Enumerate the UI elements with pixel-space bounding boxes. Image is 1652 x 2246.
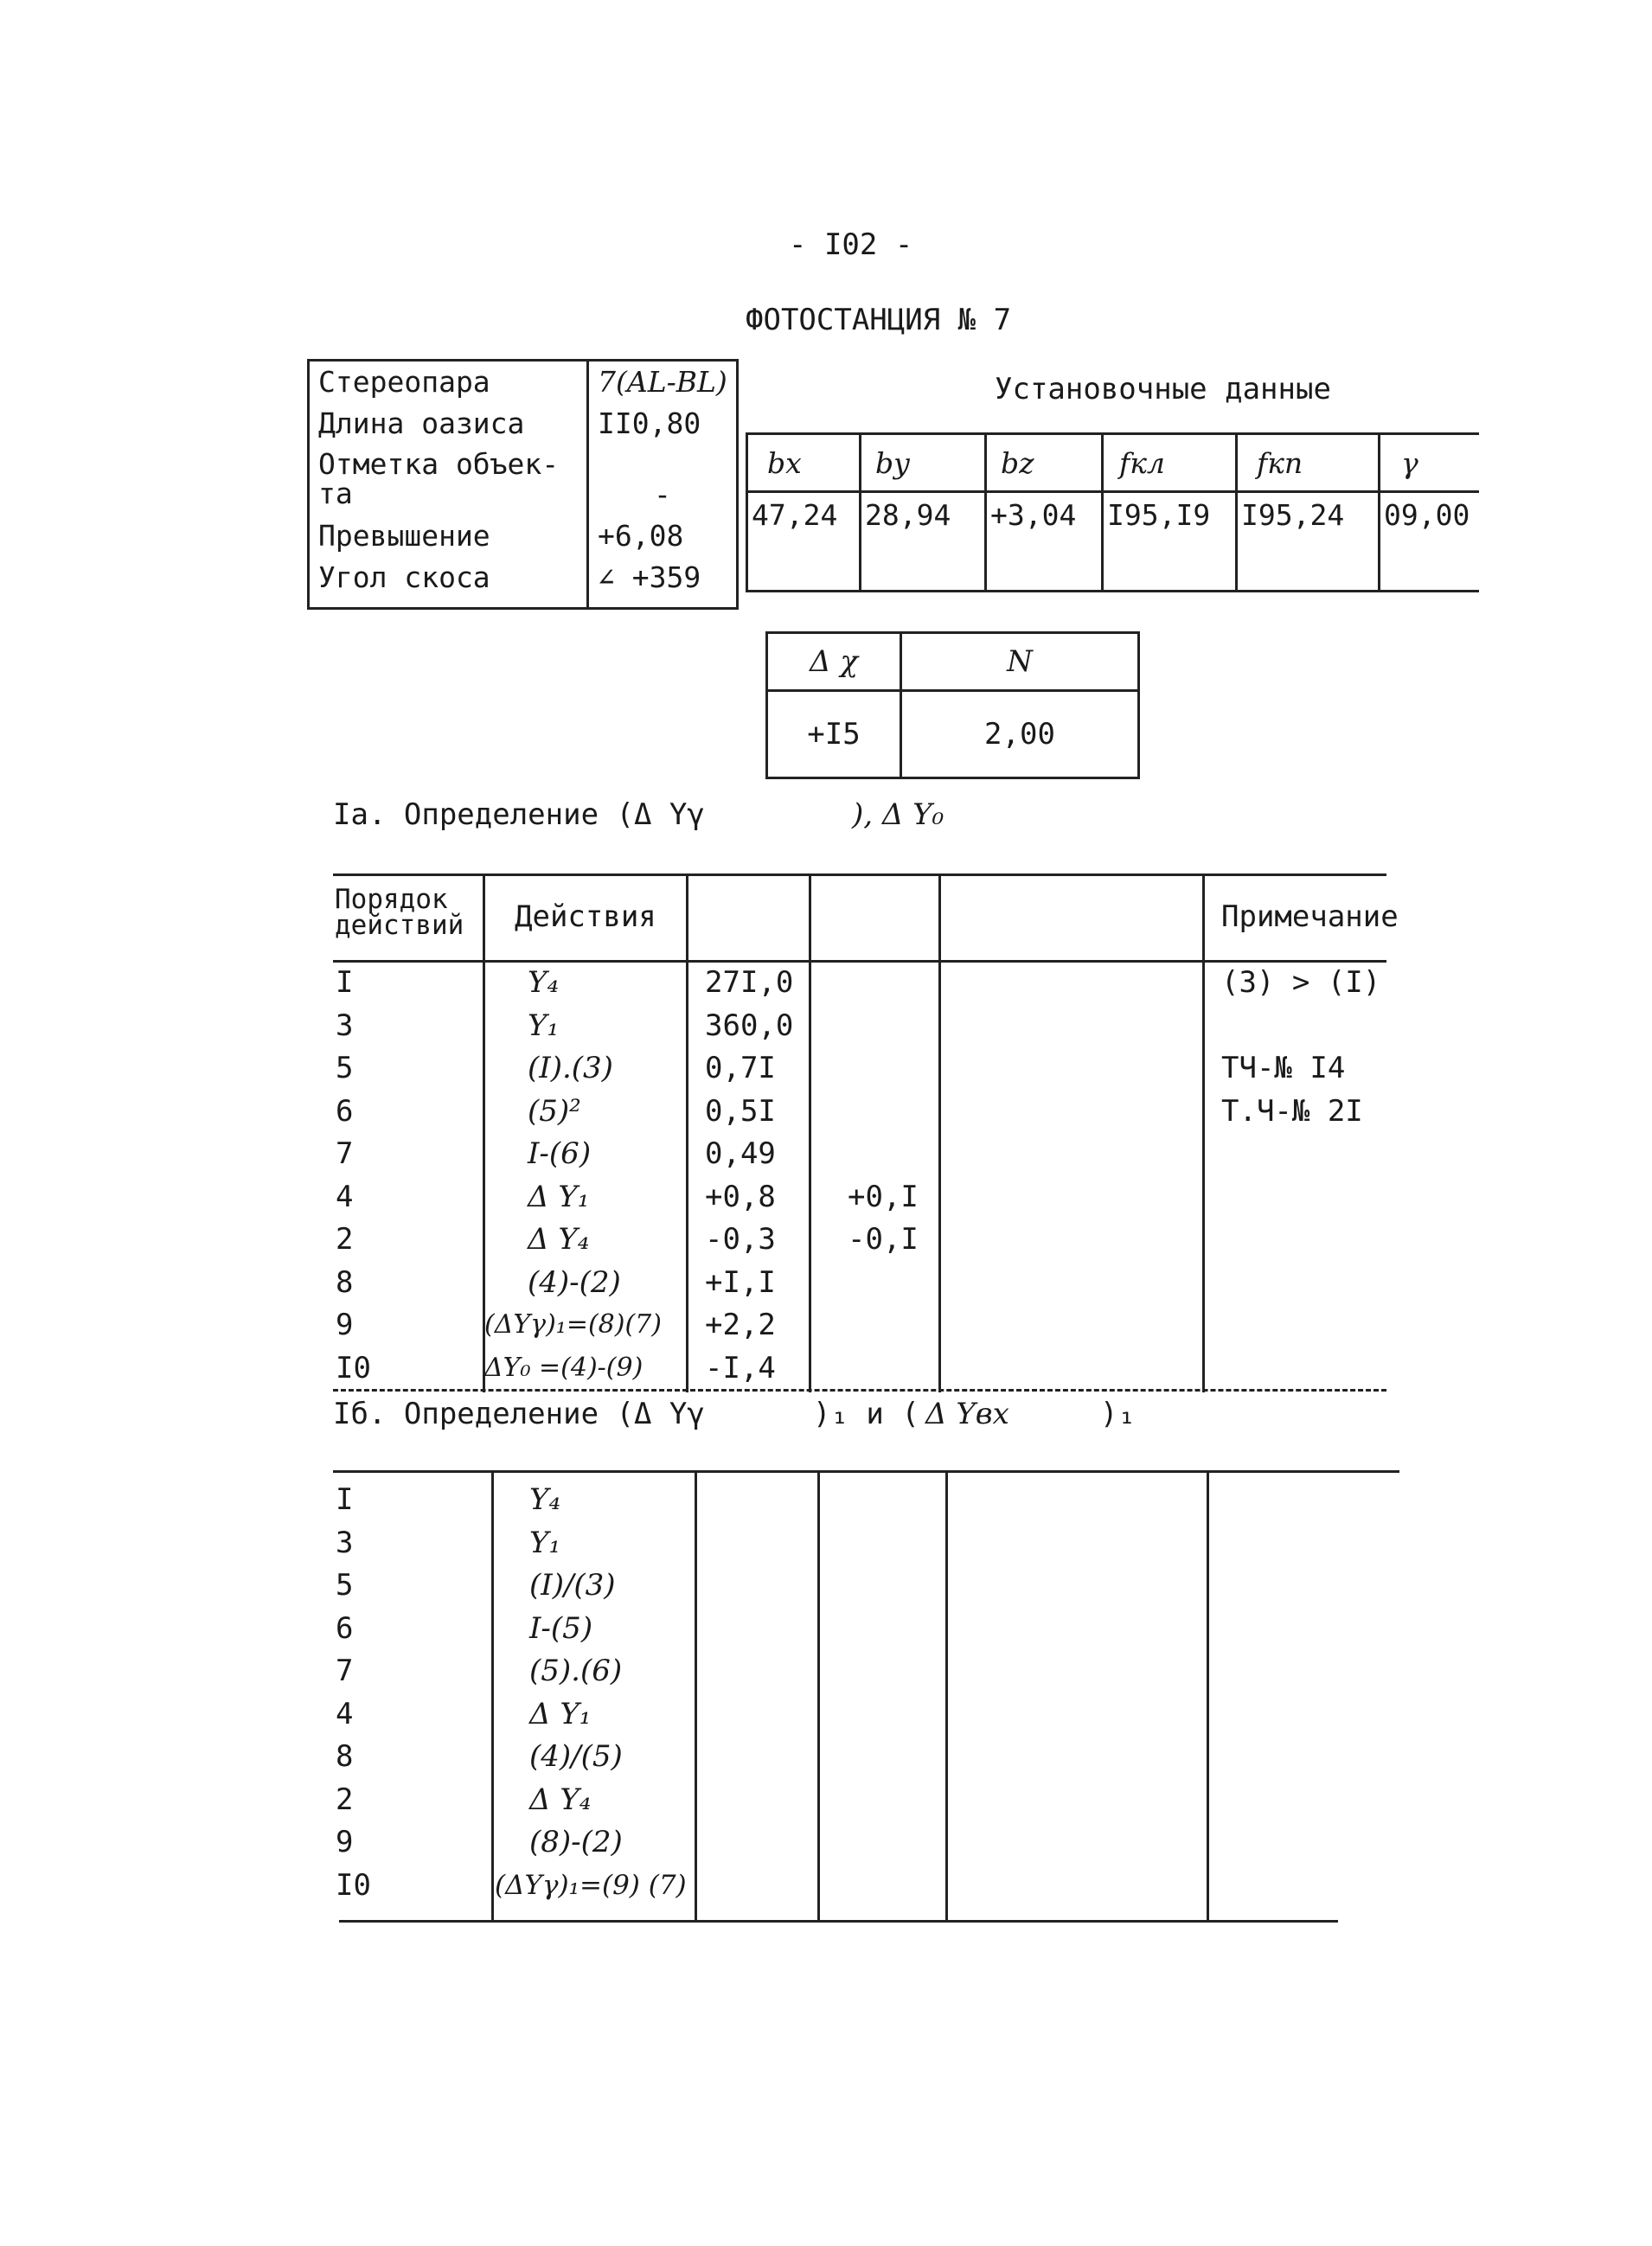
page-title: ФОТОСТАНЦИЯ № 7: [746, 303, 1012, 337]
row-order-number: 4: [336, 1696, 354, 1731]
row-action: (ΔYγ)₁=(8)(7): [484, 1309, 662, 1340]
row-note: Т.Ч-№ 2I: [1221, 1093, 1363, 1129]
page-number: - I02 -: [789, 227, 913, 262]
info-value: -: [653, 477, 671, 511]
column-divider: [491, 1472, 494, 1922]
info-row: [309, 445, 738, 515]
column-divider: [1207, 1472, 1209, 1922]
row-order-number: 4: [336, 1179, 354, 1214]
section-1b-heading-tail: )₁: [1100, 1397, 1136, 1431]
info-value: ∠ +359: [598, 560, 701, 594]
section-1a-heading-tail: ), Δ Y₀: [852, 797, 944, 832]
row-action: (I)/(3): [529, 1568, 616, 1603]
settings-header: by: [861, 434, 986, 492]
row-action: (4)-(2): [528, 1264, 621, 1300]
column-header-note: Примечание: [1221, 899, 1399, 934]
column-divider: [1202, 873, 1205, 1392]
row-order-number: 6: [336, 1093, 354, 1129]
row-value: +0,8: [705, 1179, 776, 1214]
settings-value: +3,04: [986, 492, 1103, 547]
section-1b-heading-var: Δ Yвх: [925, 1397, 1009, 1431]
row-action: Y₁: [529, 1525, 561, 1560]
row-value: +2,2: [705, 1308, 776, 1342]
info-value: II0,80: [598, 406, 701, 440]
settings-title: Установочные данные: [995, 372, 1331, 406]
row-order-number: 8: [336, 1739, 354, 1774]
row-order-number: 7: [336, 1654, 354, 1688]
column-divider: [695, 1472, 697, 1922]
row-order-number: 5: [336, 1568, 354, 1603]
row-order-number: 9: [336, 1825, 354, 1859]
row-action: (I).(3): [528, 1051, 613, 1085]
column-divider: [945, 1472, 948, 1922]
column-divider: [817, 1472, 820, 1922]
row-value-2: -0,I: [848, 1222, 919, 1257]
settings-header: γ: [1380, 434, 1480, 492]
row-action: Y₁: [528, 1008, 560, 1043]
row-order-number: 5: [336, 1051, 354, 1085]
info-row: [309, 515, 738, 557]
settings-value: I95,24: [1237, 492, 1380, 547]
row-action: I-(5): [529, 1610, 593, 1646]
info-row: [309, 557, 738, 609]
row-order-number: 3: [336, 1525, 354, 1560]
table-top-rule: [333, 873, 1386, 876]
settings-header: fкл: [1103, 434, 1237, 492]
delta-header: Δ χ: [767, 633, 901, 691]
settings-header-row: [747, 434, 1480, 492]
row-order-number: I0: [336, 1350, 371, 1385]
row-action: Y₄: [528, 965, 560, 1000]
row-order-number: 9: [336, 1308, 354, 1342]
row-value: 360,0: [705, 1008, 794, 1043]
info-label: Отметка объек- та: [309, 445, 588, 515]
stereopair-info-table: [307, 359, 739, 610]
row-value: -0,3: [705, 1222, 776, 1257]
row-order-number: 2: [336, 1782, 354, 1817]
delta-value-row: [767, 691, 1139, 778]
table-bottom-rule: [339, 1920, 1338, 1923]
row-action: ΔY₀ =(4)-(9): [484, 1352, 644, 1383]
row-action: (5)²: [528, 1093, 581, 1129]
row-order-number: 7: [336, 1136, 354, 1171]
row-action: (ΔYγ)₁=(9) (7): [495, 1869, 687, 1901]
column-header-actions: Действия: [515, 899, 656, 934]
settings-value: 28,94: [861, 492, 986, 547]
info-label: Превышение: [309, 515, 588, 557]
row-action: (5).(6): [529, 1654, 623, 1688]
info-value: +6,08: [598, 519, 684, 553]
column-divider: [809, 873, 811, 1392]
row-value: 0,49: [705, 1136, 776, 1171]
row-order-number: 8: [336, 1264, 354, 1300]
row-action: I-(6): [528, 1136, 592, 1171]
delta-value: +I5: [767, 691, 901, 778]
settings-empty-row: [747, 547, 1480, 592]
settings-value-row: [747, 492, 1480, 547]
column-divider: [938, 873, 941, 1392]
delta-header: N: [901, 633, 1139, 691]
table-bottom-dashed-rule: [333, 1389, 1386, 1392]
row-value: 0,5I: [705, 1093, 776, 1129]
section-1b-heading: Iб. Определение (Δ Yγ: [333, 1397, 705, 1431]
section-1b-heading-mid: )₁ и (: [813, 1397, 919, 1431]
settings-header: bz: [986, 434, 1103, 492]
info-label: Длина оазиса: [309, 403, 588, 445]
info-row: [309, 361, 738, 404]
row-value: +I,I: [705, 1264, 776, 1300]
row-value: 27I,0: [705, 965, 794, 1000]
row-action: Δ Y₄: [528, 1222, 590, 1257]
delta-header-row: [767, 633, 1139, 691]
section-1a-heading: Iа. Определение (Δ Yγ: [333, 797, 705, 832]
row-order-number: I: [336, 1482, 354, 1517]
row-value-2: +0,I: [848, 1179, 919, 1214]
row-action: Δ Y₄: [529, 1782, 592, 1817]
settings-value: 47,24: [747, 492, 861, 547]
delta-value: 2,00: [901, 691, 1139, 778]
row-order-number: 3: [336, 1008, 354, 1043]
info-value: 7(AL-BL): [598, 365, 727, 399]
info-label: Угол скоса: [309, 557, 588, 609]
column-divider: [686, 873, 688, 1392]
row-action: Δ Y₁: [528, 1179, 590, 1214]
row-action: Y₄: [529, 1482, 561, 1517]
settings-table: [746, 432, 1479, 592]
row-order-number: I: [336, 965, 354, 1000]
row-order-number: I0: [336, 1867, 371, 1903]
row-action: Δ Y₁: [529, 1696, 592, 1731]
row-action: (8)-(2): [529, 1825, 623, 1859]
settings-value: 09,00: [1380, 492, 1480, 547]
settings-header: fкп: [1237, 434, 1380, 492]
row-action: (4)/(5): [529, 1739, 623, 1774]
settings-value: I95,I9: [1103, 492, 1237, 547]
column-header-order: Порядок действий: [335, 884, 464, 941]
row-note: ТЧ-№ I4: [1221, 1051, 1346, 1085]
delta-table: [765, 631, 1140, 779]
info-row: [309, 403, 738, 445]
row-value: -I,4: [705, 1350, 776, 1385]
row-order-number: 6: [336, 1610, 354, 1646]
row-note: (3) > (I): [1221, 965, 1381, 1000]
settings-header: bx: [747, 434, 861, 492]
info-label: Стереопара: [309, 361, 588, 404]
row-value: 0,7I: [705, 1051, 776, 1085]
row-order-number: 2: [336, 1222, 354, 1257]
